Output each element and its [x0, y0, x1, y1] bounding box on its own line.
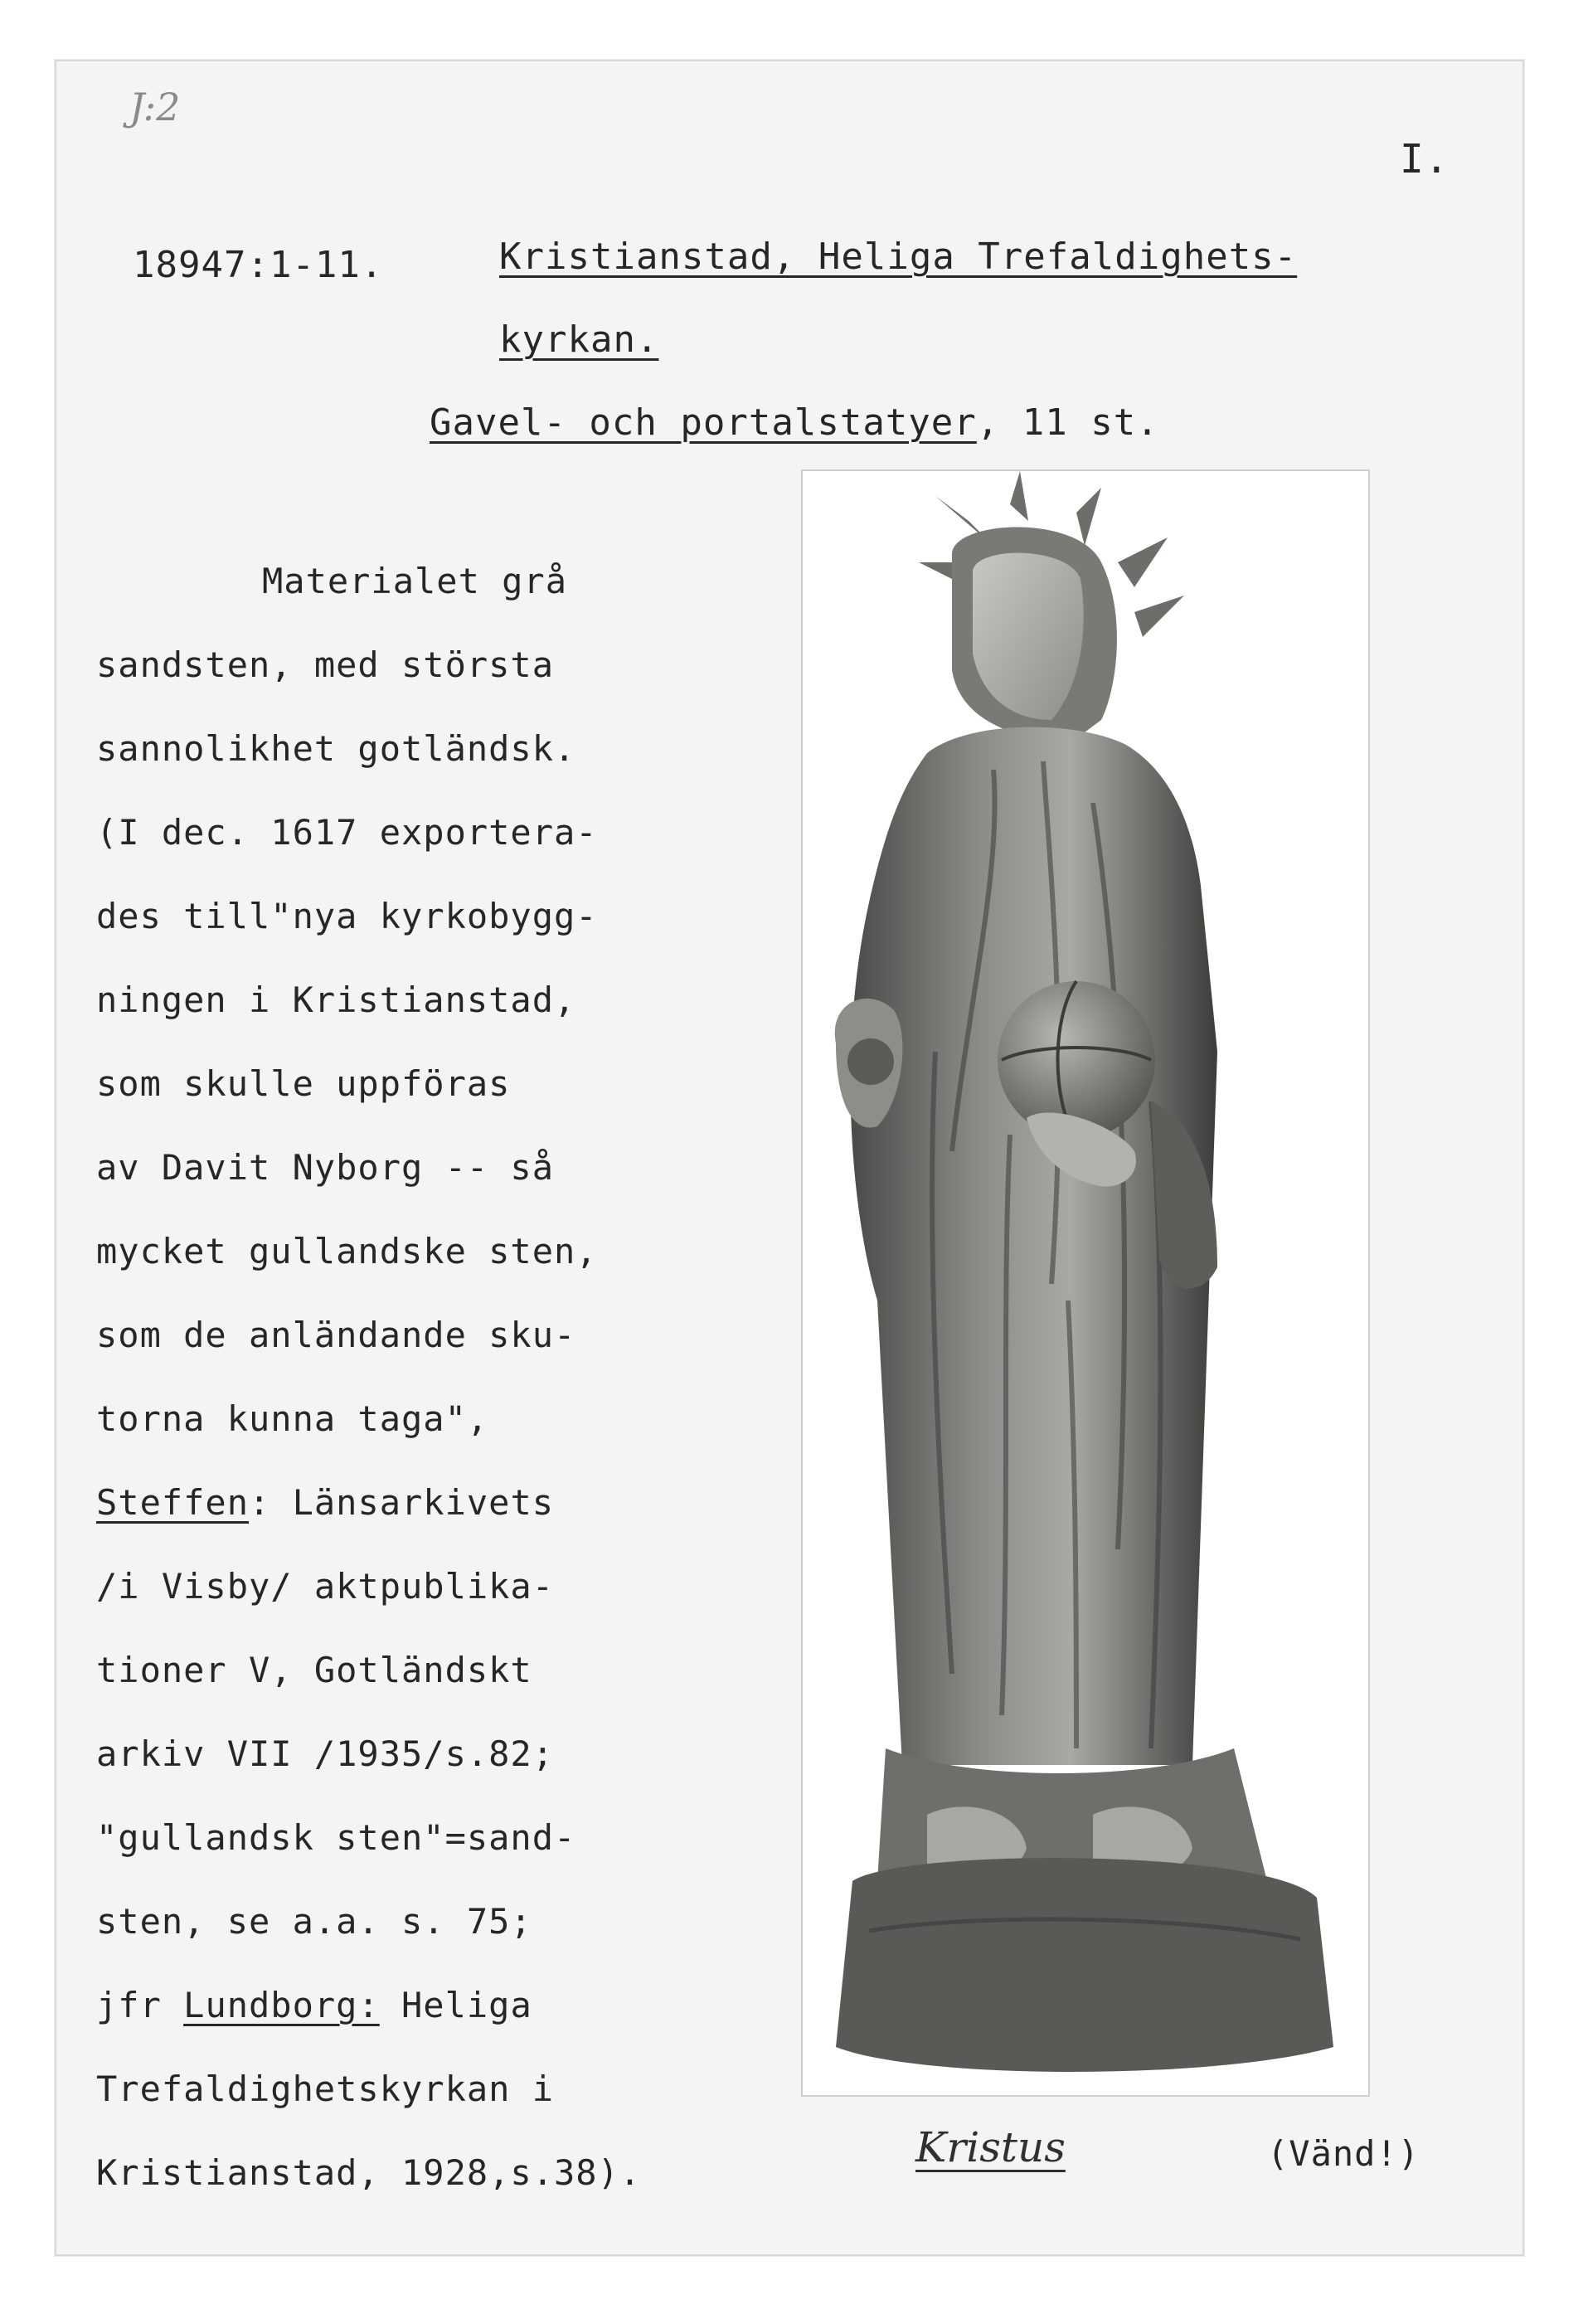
handwritten-corner-note: J:2 [129, 85, 181, 129]
text-line: tioner V, Gotländskt [96, 1650, 532, 1690]
lundborg-rest: Heliga [379, 1985, 532, 2025]
statue-photograph [801, 469, 1370, 2097]
text-line: av Davit Nyborg -- så [96, 1147, 555, 1188]
text-line: Materialet grå [262, 561, 568, 601]
author-steffen: Steffen [96, 1482, 250, 1523]
text-line: (I dec. 1617 exportera- [96, 812, 598, 853]
description-text [96, 539, 809, 2215]
text-line: arkiv VII /1935/s.82; [96, 1733, 555, 1774]
text-line-lundborg [96, 1963, 809, 2047]
title-line-2: kyrkan. [499, 318, 659, 361]
page-number: I. [1400, 136, 1450, 182]
text-line: mycket gullandske sten, [96, 1231, 598, 1271]
author-lundborg: Lundborg: [183, 1985, 380, 2025]
text-line: som skulle uppföras [96, 1063, 511, 1104]
inventory-number: 18947:1-11. [133, 244, 384, 286]
text-line: /i Visby/ aktpublika- [96, 1566, 555, 1607]
caption-kristus: Kristus [915, 2123, 1066, 2171]
text-line: torna kunna taga", [96, 1398, 489, 1439]
subtitle [430, 401, 1159, 444]
text-line: sten, se a.a. s. 75; [96, 1901, 532, 1942]
text-line: Trefaldighetskyrkan i [96, 2069, 555, 2109]
steffen-rest: : Länsarkivets [249, 1482, 555, 1523]
text-line: Kristianstad, 1928,s.38). [96, 2152, 642, 2193]
text-line: des till"nya kyrkobygg- [96, 896, 598, 936]
statue-figure [803, 471, 1368, 2095]
text-line: ningen i Kristianstad, [96, 980, 576, 1020]
turn-over-note: (Vänd!) [1267, 2133, 1420, 2174]
subtitle-underlined: Gavel- och portalstatyer [430, 401, 977, 444]
text-line: sannolikhet gotländsk. [96, 728, 576, 769]
catalog-card [55, 60, 1524, 2256]
title-line-1: Kristianstad, Heliga Trefaldighets- [499, 236, 1298, 278]
text-line-steffen [96, 1461, 809, 1544]
text-line: "gullandsk sten"=sand- [96, 1817, 576, 1858]
text-line: sandsten, med största [96, 644, 555, 685]
jfr-prefix: jfr [96, 1985, 184, 2025]
text-line: som de anländande sku- [96, 1315, 576, 1355]
subtitle-rest: , 11 st. [976, 401, 1159, 444]
